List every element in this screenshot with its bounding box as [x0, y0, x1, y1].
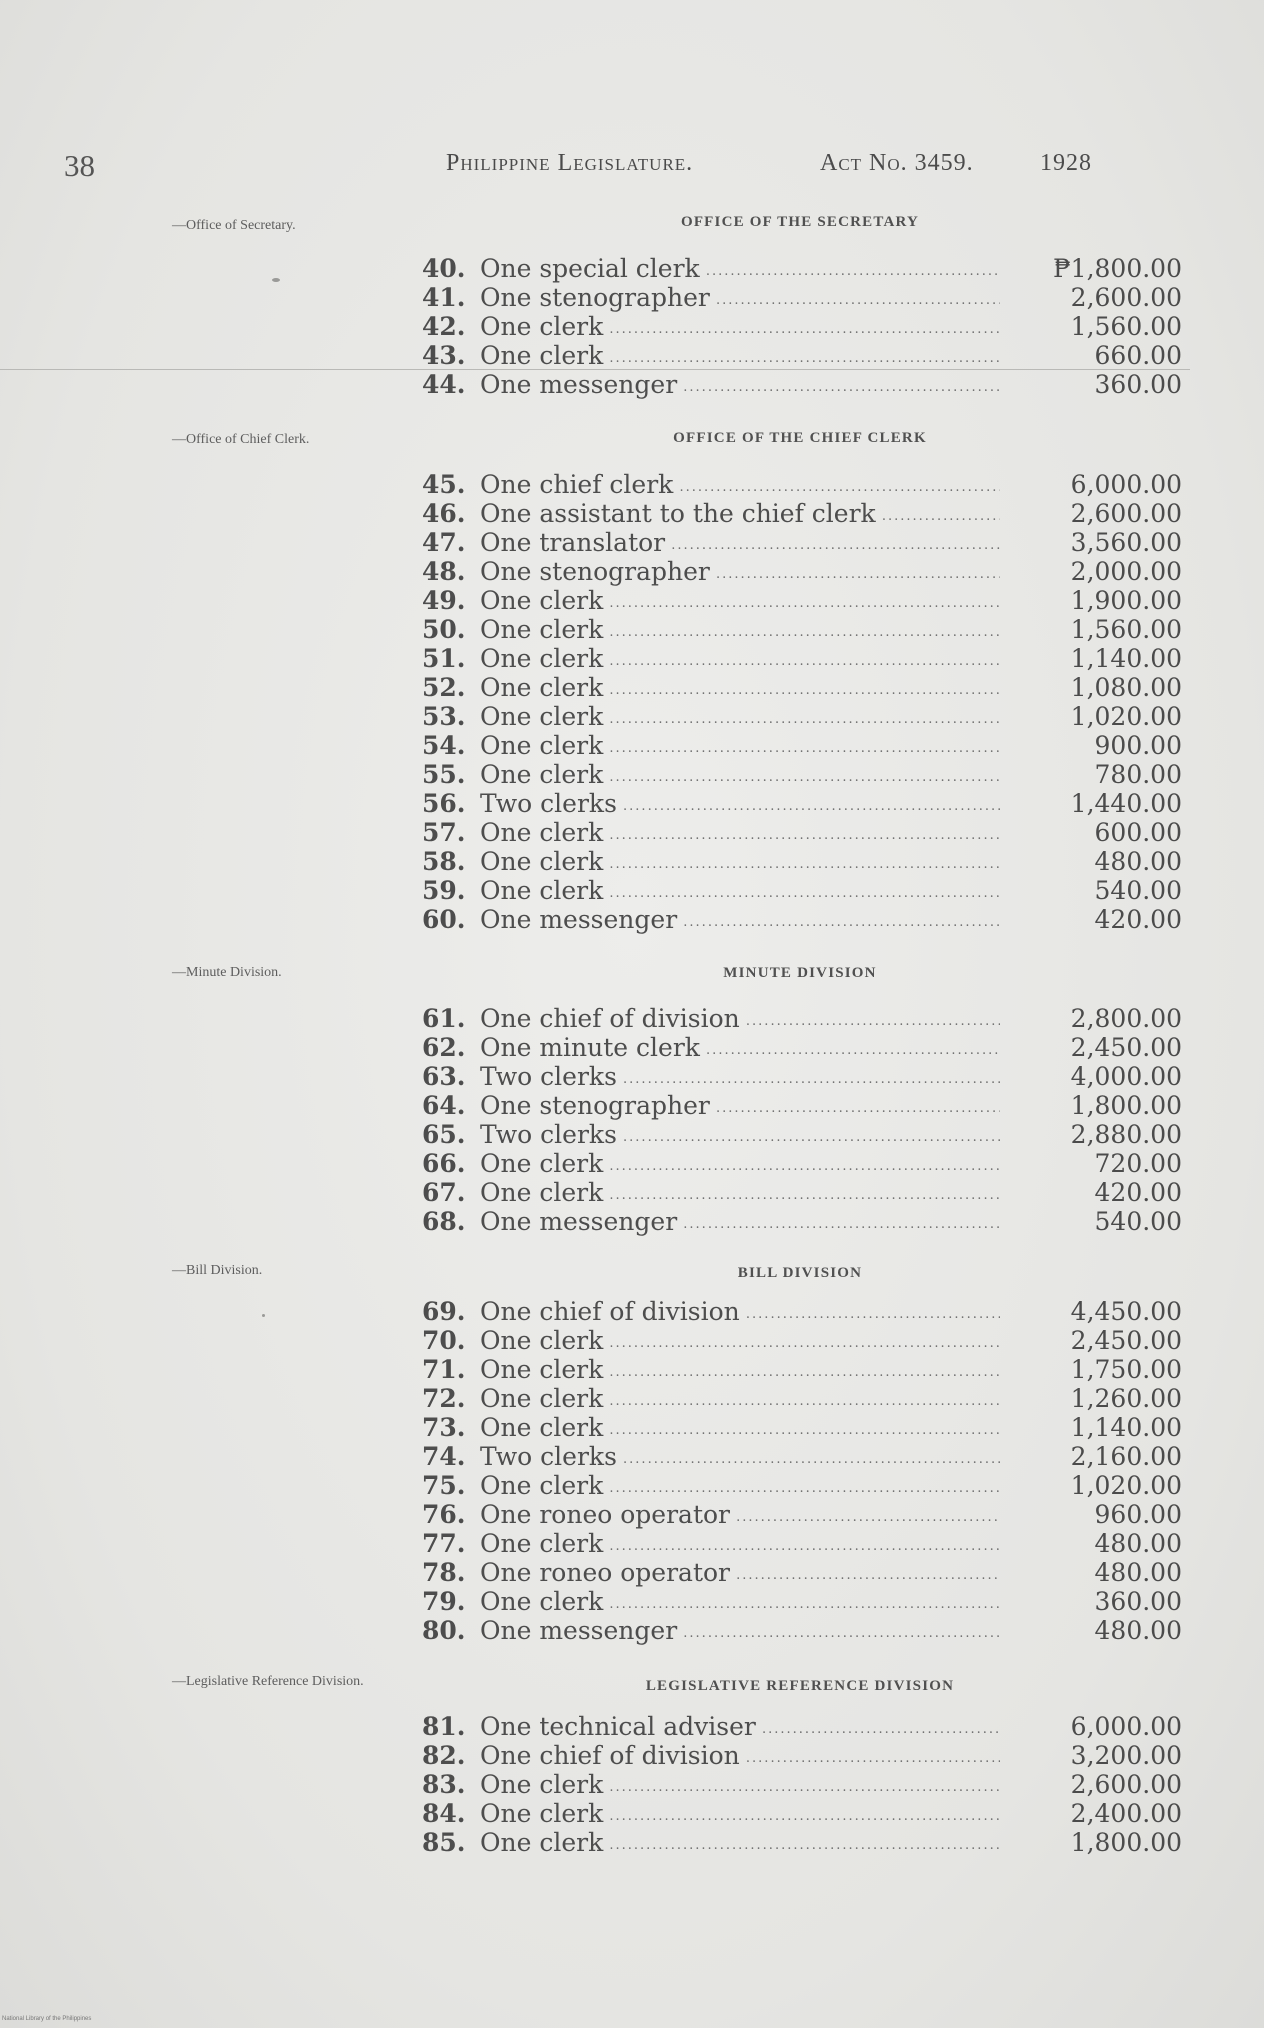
salary-amount: 480.00: [1094, 1529, 1182, 1558]
position-description: One messenger .....: [480, 905, 1000, 937]
position-row: [422, 1413, 1182, 1442]
position-row: [422, 1004, 1182, 1033]
margin-note: —Office of Secretary.: [172, 218, 296, 233]
salary-amount: 4,000.00: [1070, 1062, 1182, 1091]
position-description: One clerk .....: [480, 1355, 1000, 1387]
position-row: [422, 1616, 1182, 1645]
position-description: One translator .....: [480, 528, 1000, 560]
salary-amount: 540.00: [1094, 876, 1182, 905]
item-number: 66.: [422, 1149, 466, 1178]
salary-amount: 2,400.00: [1070, 1799, 1182, 1828]
item-number: 75.: [422, 1471, 466, 1500]
position-description: One roneo operator .....: [480, 1558, 1000, 1590]
salary-amount: 2,450.00: [1070, 1033, 1182, 1062]
position-row: [422, 1741, 1182, 1770]
margin-note: —Bill Division.: [172, 1263, 263, 1278]
item-number: 78.: [422, 1558, 466, 1587]
item-number: 59.: [422, 876, 466, 905]
position-row: [422, 283, 1182, 312]
salary-amount: 480.00: [1094, 1558, 1182, 1587]
position-row: [422, 789, 1182, 818]
position-description: One stenographer .....: [480, 283, 1000, 315]
item-number: 76.: [422, 1500, 466, 1529]
position-row: [422, 1770, 1182, 1799]
item-number: 48.: [422, 557, 466, 586]
position-description: One messenger .....: [480, 1616, 1000, 1648]
position-description: One clerk .....: [480, 876, 1000, 908]
salary-amount: 780.00: [1094, 760, 1182, 789]
salary-amount: 900.00: [1094, 731, 1182, 760]
position-description: One clerk .....: [480, 818, 1000, 850]
section-title: MINUTE DIVISION: [723, 965, 877, 981]
scan-speck: [262, 1314, 265, 1317]
position-row: [422, 1297, 1182, 1326]
item-number: 52.: [422, 673, 466, 702]
item-number: 84.: [422, 1799, 466, 1828]
item-number: 67.: [422, 1178, 466, 1207]
salary-amount: 1,800.00: [1070, 1828, 1182, 1857]
section-title: BILL DIVISION: [737, 1265, 863, 1281]
position-description: One chief of division .....: [480, 1297, 1000, 1329]
salary-amount: 3,560.00: [1070, 528, 1182, 557]
salary-amount: 2,600.00: [1070, 499, 1182, 528]
item-number: 82.: [422, 1741, 466, 1770]
position-row: [422, 847, 1182, 876]
position-description: One clerk .....: [480, 615, 1000, 647]
item-number: 46.: [422, 499, 466, 528]
position-row: [422, 1326, 1182, 1355]
item-number: 72.: [422, 1384, 466, 1413]
salary-amount: 1,750.00: [1070, 1355, 1182, 1384]
position-description: One roneo operator .....: [480, 1500, 1000, 1532]
salary-amount: 3,200.00: [1070, 1741, 1182, 1770]
item-number: 44.: [422, 370, 466, 399]
section-title: OFFICE OF THE CHIEF CLERK: [673, 430, 927, 446]
position-description: One clerk .....: [480, 731, 1000, 763]
item-number: 61.: [422, 1004, 466, 1033]
position-list: [422, 1004, 1182, 1236]
salary-amount: 1,800.00: [1070, 1091, 1182, 1120]
item-number: 55.: [422, 760, 466, 789]
position-row: [422, 1384, 1182, 1413]
position-row: [422, 818, 1182, 847]
position-row: [422, 1120, 1182, 1149]
position-description: One stenographer .....: [480, 1091, 1000, 1123]
position-row: [422, 254, 1182, 283]
salary-amount: 1,260.00: [1070, 1384, 1182, 1413]
section-title: OFFICE OF THE SECRETARY: [680, 214, 920, 230]
item-number: 45.: [422, 470, 466, 499]
salary-amount: 360.00: [1094, 370, 1182, 399]
position-row: [422, 499, 1182, 528]
salary-amount: 480.00: [1094, 847, 1182, 876]
item-number: 50.: [422, 615, 466, 644]
position-description: One clerk .....: [480, 1326, 1000, 1358]
position-row: [422, 905, 1182, 934]
salary-amount: 2,450.00: [1070, 1326, 1182, 1355]
item-number: 79.: [422, 1587, 466, 1616]
position-description: One clerk .....: [480, 1529, 1000, 1561]
section-title: LEGISLATIVE REFERENCE DIVISION: [645, 1678, 955, 1694]
item-number: 63.: [422, 1062, 466, 1091]
item-number: 70.: [422, 1326, 466, 1355]
position-row: [422, 1207, 1182, 1236]
running-header: [0, 148, 1264, 188]
running-title: Philippine Legislature.: [446, 150, 694, 176]
salary-amount: 2,160.00: [1070, 1442, 1182, 1471]
margin-note: —Office of Chief Clerk.: [172, 432, 310, 447]
item-number: 62.: [422, 1033, 466, 1062]
item-number: 58.: [422, 847, 466, 876]
item-number: 85.: [422, 1828, 466, 1857]
position-list: [422, 470, 1182, 934]
position-list: [422, 254, 1182, 399]
item-number: 73.: [422, 1413, 466, 1442]
margin-note: —Minute Division.: [172, 965, 282, 980]
position-row: [422, 615, 1182, 644]
position-row: [422, 557, 1182, 586]
salary-amount: 2,880.00: [1070, 1120, 1182, 1149]
position-row: [422, 760, 1182, 789]
position-description: One clerk .....: [480, 1471, 1000, 1503]
salary-amount: 600.00: [1094, 818, 1182, 847]
item-number: 54.: [422, 731, 466, 760]
position-description: One messenger .....: [480, 1207, 1000, 1239]
salary-amount: 420.00: [1094, 1178, 1182, 1207]
item-number: 81.: [422, 1712, 466, 1741]
position-row: [422, 370, 1182, 399]
position-row: [422, 1587, 1182, 1616]
position-description: One clerk .....: [480, 1770, 1000, 1802]
position-description: One chief of division .....: [480, 1004, 1000, 1036]
item-number: 47.: [422, 528, 466, 557]
position-row: [422, 644, 1182, 673]
item-number: 65.: [422, 1120, 466, 1149]
salary-amount: 2,600.00: [1070, 283, 1182, 312]
position-description: One technical adviser .....: [480, 1712, 1000, 1744]
position-list: [422, 1297, 1182, 1645]
salary-amount: 1,140.00: [1070, 1413, 1182, 1442]
position-row: [422, 1442, 1182, 1471]
salary-amount: 1,560.00: [1070, 312, 1182, 341]
position-description: One clerk .....: [480, 1384, 1000, 1416]
position-description: One assistant to the chief clerk .....: [480, 499, 1000, 531]
margin-note: —Legislative Reference Division.: [172, 1674, 364, 1689]
salary-amount: 6,000.00: [1070, 470, 1182, 499]
position-description: One clerk .....: [480, 760, 1000, 792]
position-row: [422, 312, 1182, 341]
salary-amount: 960.00: [1094, 1500, 1182, 1529]
position-row: [422, 876, 1182, 905]
position-row: [422, 470, 1182, 499]
position-description: One special clerk .....: [480, 254, 1000, 286]
page-number: 38: [64, 148, 95, 183]
position-row: [422, 528, 1182, 557]
position-description: One clerk .....: [480, 1178, 1000, 1210]
position-description: One clerk .....: [480, 341, 1000, 373]
position-description: One clerk .....: [480, 847, 1000, 879]
position-row: [422, 1062, 1182, 1091]
salary-amount: 720.00: [1094, 1149, 1182, 1178]
salary-amount: 1,140.00: [1070, 644, 1182, 673]
position-row: [422, 1355, 1182, 1384]
item-number: 68.: [422, 1207, 466, 1236]
salary-amount: 1,440.00: [1070, 789, 1182, 818]
position-row: [422, 1178, 1182, 1207]
item-number: 56.: [422, 789, 466, 818]
position-description: Two clerks .....: [480, 1442, 1000, 1474]
salary-amount: 480.00: [1094, 1616, 1182, 1645]
salary-amount: 1,900.00: [1070, 586, 1182, 615]
item-number: 60.: [422, 905, 466, 934]
position-description: One clerk .....: [480, 586, 1000, 618]
position-description: Two clerks .....: [480, 1062, 1000, 1094]
position-row: [422, 586, 1182, 615]
item-number: 80.: [422, 1616, 466, 1645]
salary-amount: 2,000.00: [1070, 557, 1182, 586]
salary-amount: 1,080.00: [1070, 673, 1182, 702]
position-description: One clerk .....: [480, 1413, 1000, 1445]
item-number: 51.: [422, 644, 466, 673]
position-row: [422, 341, 1182, 370]
item-number: 71.: [422, 1355, 466, 1384]
salary-amount: 540.00: [1094, 1207, 1182, 1236]
position-row: [422, 1471, 1182, 1500]
salary-amount: ₱1,800.00: [1053, 254, 1182, 283]
position-row: [422, 1828, 1182, 1857]
item-number: 42.: [422, 312, 466, 341]
position-row: [422, 1149, 1182, 1178]
salary-amount: 1,560.00: [1070, 615, 1182, 644]
position-description: One minute clerk .....: [480, 1033, 1000, 1065]
year: 1928: [1040, 150, 1092, 176]
act-number: Act No. 3459.: [820, 150, 974, 176]
item-number: 49.: [422, 586, 466, 615]
salary-amount: 2,800.00: [1070, 1004, 1182, 1033]
item-number: 57.: [422, 818, 466, 847]
position-description: One clerk .....: [480, 312, 1000, 344]
position-list: [422, 1712, 1182, 1857]
salary-amount: 360.00: [1094, 1587, 1182, 1616]
position-description: Two clerks .....: [480, 789, 1000, 821]
salary-amount: 2,600.00: [1070, 1770, 1182, 1799]
item-number: 77.: [422, 1529, 466, 1558]
salary-amount: 420.00: [1094, 905, 1182, 934]
position-description: One chief of division .....: [480, 1741, 1000, 1773]
item-number: 43.: [422, 341, 466, 370]
position-row: [422, 1500, 1182, 1529]
item-number: 74.: [422, 1442, 466, 1471]
position-row: [422, 673, 1182, 702]
position-description: One clerk .....: [480, 1828, 1000, 1860]
position-row: [422, 702, 1182, 731]
position-row: [422, 1033, 1182, 1062]
position-row: [422, 1558, 1182, 1587]
item-number: 53.: [422, 702, 466, 731]
position-description: One messenger .....: [480, 370, 1000, 402]
item-number: 69.: [422, 1297, 466, 1326]
item-number: 40.: [422, 254, 466, 283]
salary-amount: 660.00: [1094, 341, 1182, 370]
position-description: One clerk .....: [480, 673, 1000, 705]
position-row: [422, 731, 1182, 760]
position-description: One clerk .....: [480, 1587, 1000, 1619]
position-row: [422, 1091, 1182, 1120]
salary-amount: 1,020.00: [1070, 702, 1182, 731]
position-description: One clerk .....: [480, 1799, 1000, 1831]
position-description: One clerk .....: [480, 644, 1000, 676]
salary-amount: 4,450.00: [1070, 1297, 1182, 1326]
position-description: One stenographer .....: [480, 557, 1000, 589]
position-row: [422, 1529, 1182, 1558]
position-row: [422, 1799, 1182, 1828]
item-number: 41.: [422, 283, 466, 312]
salary-amount: 6,000.00: [1070, 1712, 1182, 1741]
item-number: 83.: [422, 1770, 466, 1799]
salary-amount: 1,020.00: [1070, 1471, 1182, 1500]
position-row: [422, 1712, 1182, 1741]
position-description: Two clerks .....: [480, 1120, 1000, 1152]
position-description: One clerk .....: [480, 1149, 1000, 1181]
scan-speck: [272, 278, 280, 282]
position-description: One chief clerk .....: [480, 470, 1000, 502]
position-description: One clerk .....: [480, 702, 1000, 734]
scan-footer: National Library of the Philippines: [2, 2016, 92, 2022]
item-number: 64.: [422, 1091, 466, 1120]
